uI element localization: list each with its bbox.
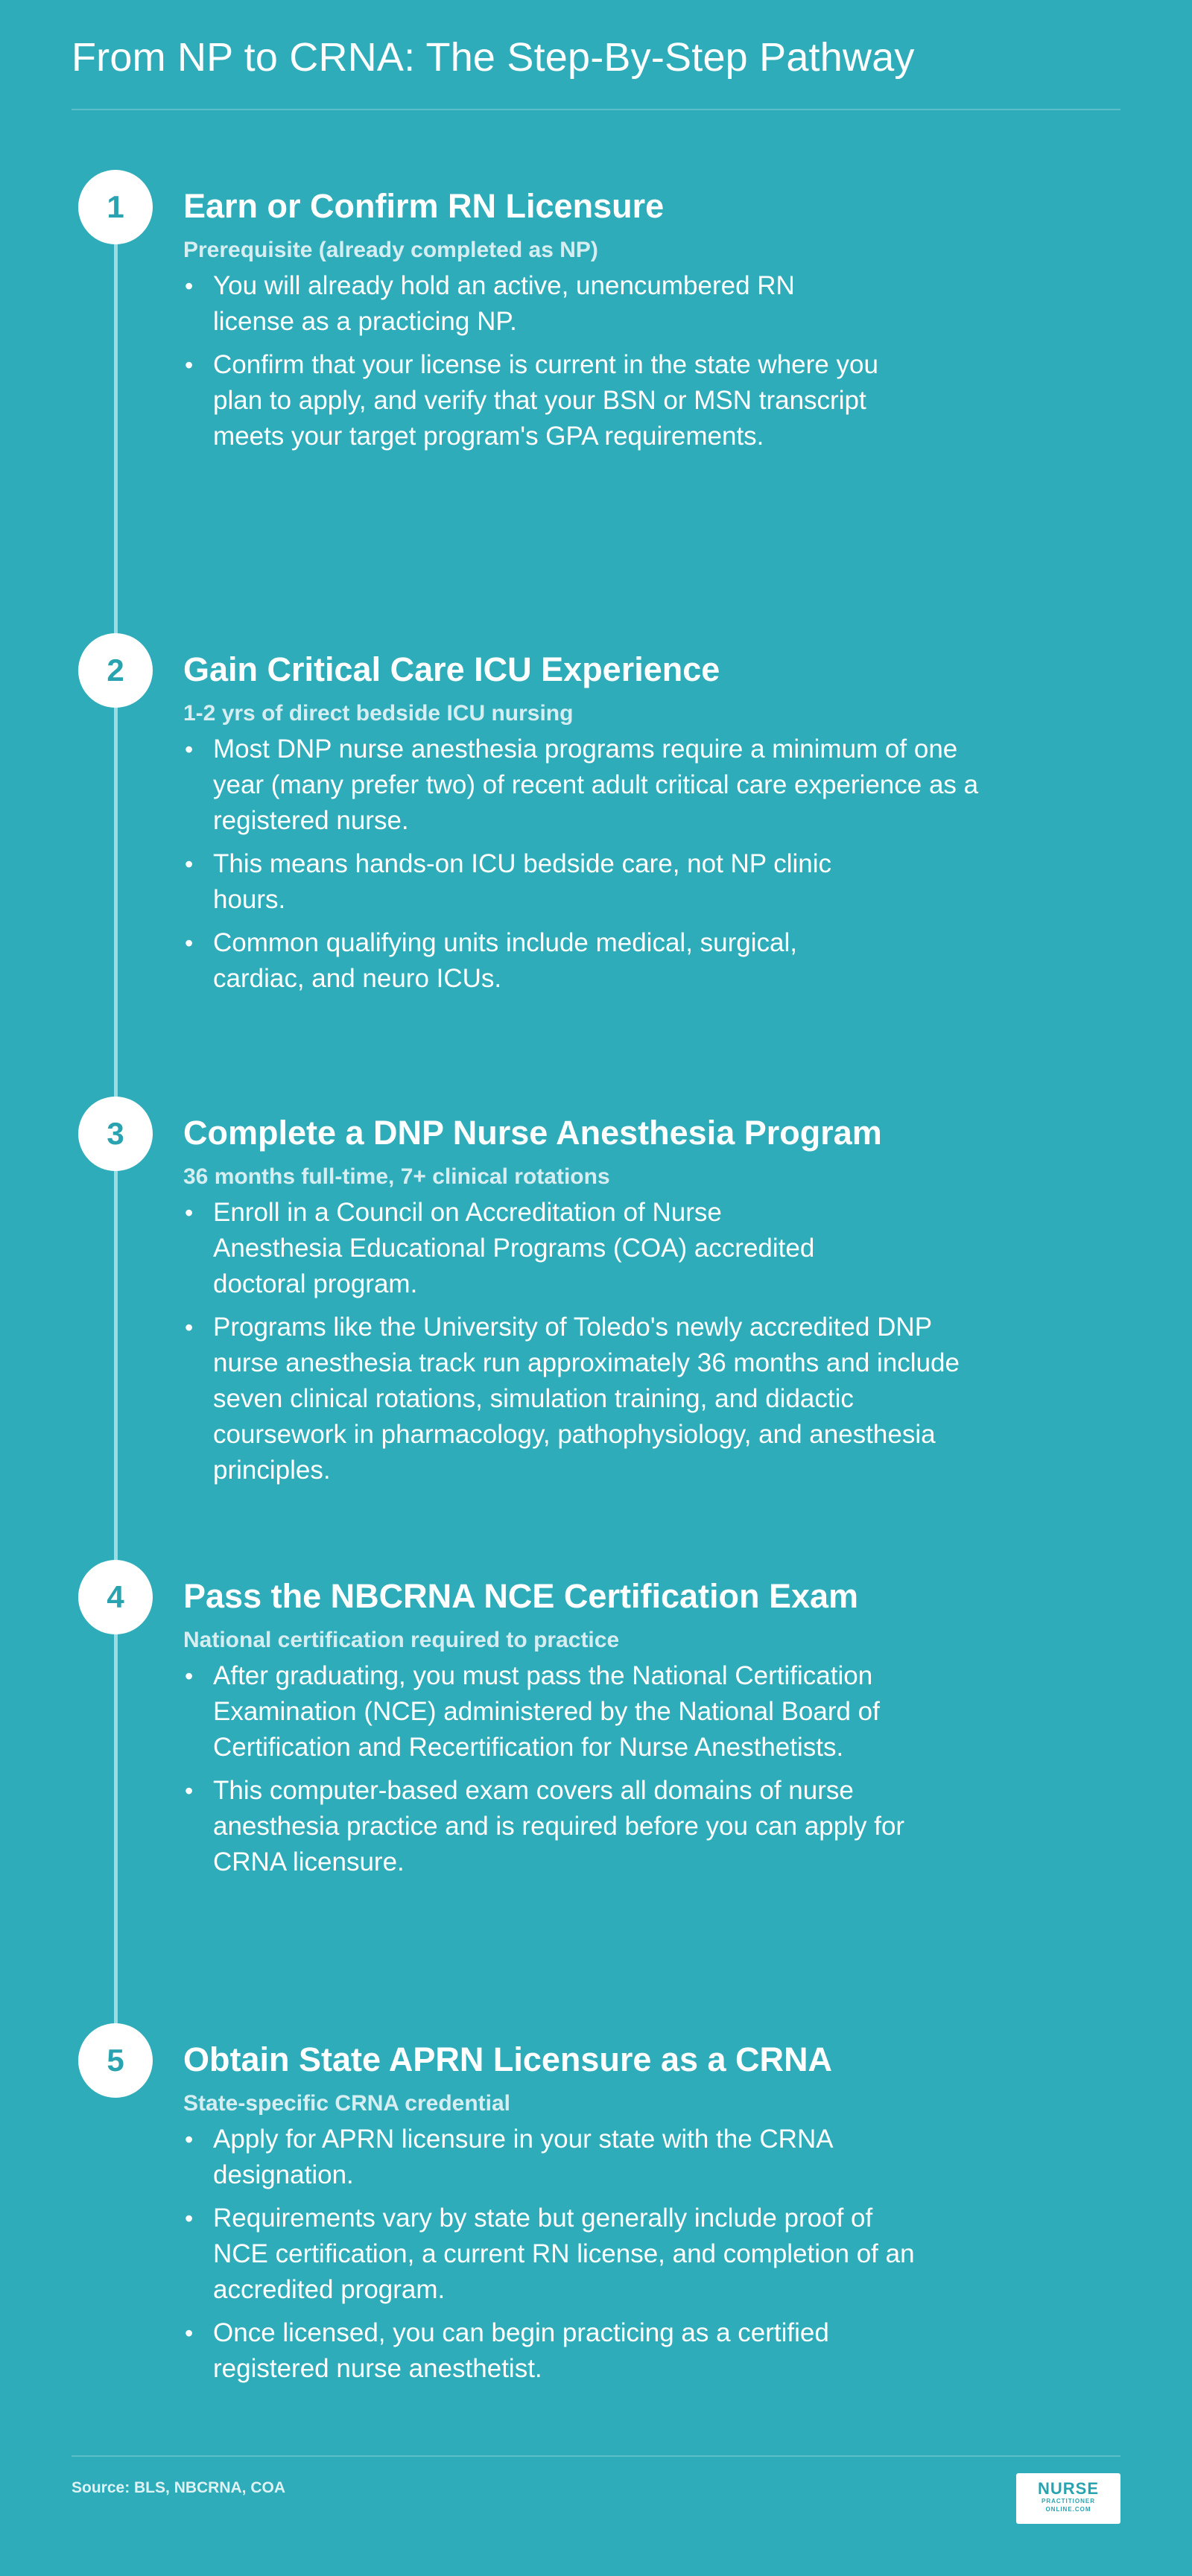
step-bullet: • Confirm that your license is current in the state where you plan to apply, and verify that your BSN or MSN transcript meets your target program's GPA requirements. bbox=[183, 347, 884, 454]
logo-line: PRACTITIONER bbox=[1042, 2498, 1095, 2504]
step-bullet: • Enroll in a Council on Accreditation of Nurse Anesthesia Educational Programs (COA) accredited doctoral program. bbox=[183, 1195, 854, 1302]
step-title: Gain Critical Care ICU Experience bbox=[183, 650, 720, 688]
step-title: Pass the NBCRNA NCE Certification Exam bbox=[183, 1577, 859, 1615]
step-number-circle: 1 bbox=[78, 170, 153, 244]
step-bullet-list bbox=[183, 2122, 973, 2394]
step-bullet-list bbox=[183, 732, 979, 1004]
step-bullet: • Most DNP nurse anesthesia programs require a minimum of one year (many prefer two) of recent adult critical care experience as a registered nurse. bbox=[183, 732, 1003, 839]
step-bullet-list bbox=[183, 268, 973, 462]
step-bullet: • This computer-based exam covers all domains of nurse anesthesia practice and is required before you can apply for CRNA licensure. bbox=[183, 1773, 928, 1880]
header-divider bbox=[72, 109, 1120, 110]
step-subtitle: State-specific CRNA credential bbox=[183, 2091, 511, 2116]
source-note: Source: BLS, NBCRNA, COA bbox=[72, 2479, 286, 2496]
step-subtitle: 1-2 yrs of direct bedside ICU nursing bbox=[183, 701, 574, 726]
step-bullet-list bbox=[183, 1658, 973, 1888]
step-bullet: • After graduating, you must pass the National Certification Examination (NCE) administered by the National Board of Certification and Recertification for Nurse Anesthetists. bbox=[183, 1658, 884, 1766]
site-logo[interactable] bbox=[1016, 2473, 1120, 2524]
step-subtitle: 36 months full-time, 7+ clinical rotations bbox=[183, 1164, 610, 1189]
step-title: Earn or Confirm RN Licensure bbox=[183, 187, 665, 225]
step-subtitle: National certification required to practice bbox=[183, 1628, 620, 1652]
step-title: Obtain State APRN Licensure as a CRNA bbox=[183, 2040, 833, 2078]
logo-line: NURSE bbox=[1037, 2479, 1099, 2498]
step-bullet: • You will already hold an active, unencumbered RN license as a practicing NP. bbox=[183, 268, 839, 340]
page-title: From NP to CRNA: The Step-By-Step Pathway bbox=[72, 35, 915, 80]
footer-divider bbox=[72, 2455, 1120, 2457]
step-subtitle: Prerequisite (already completed as NP) bbox=[183, 238, 598, 262]
step-bullet: • Once licensed, you can begin practicing as a certified registered nurse anesthetist. bbox=[183, 2315, 913, 2387]
step-bullet: • Requirements vary by state but generally include proof of NCE certification, a current RN license, and completion of an accredited program. bbox=[183, 2201, 928, 2308]
step-bullet-list bbox=[183, 1195, 973, 1496]
step-number-circle: 3 bbox=[78, 1097, 153, 1171]
step-bullet: • Apply for APRN licensure in your state with the CRNA designation. bbox=[183, 2122, 884, 2193]
step-number-circle: 2 bbox=[78, 633, 153, 708]
step-bullet: • Programs like the University of Toledo's newly accredited DNP nurse anesthesia track run approximately 36 months and include seven clinical rotations, simulation training, and didactic coursework in pharmacology, pathophysiology, and anesthesia principles. bbox=[183, 1310, 988, 1488]
step-number-circle: 4 bbox=[78, 1560, 153, 1634]
step-title: Complete a DNP Nurse Anesthesia Program bbox=[183, 1114, 882, 1152]
logo-line: ONLINE.COM bbox=[1045, 2506, 1091, 2513]
step-number-circle: 5 bbox=[78, 2023, 153, 2098]
step-bullet: • Common qualifying units include medical, surgical, cardiac, and neuro ICUs. bbox=[183, 925, 884, 997]
step-bullet: • This means hands-on ICU bedside care, not NP clinic hours. bbox=[183, 846, 884, 918]
